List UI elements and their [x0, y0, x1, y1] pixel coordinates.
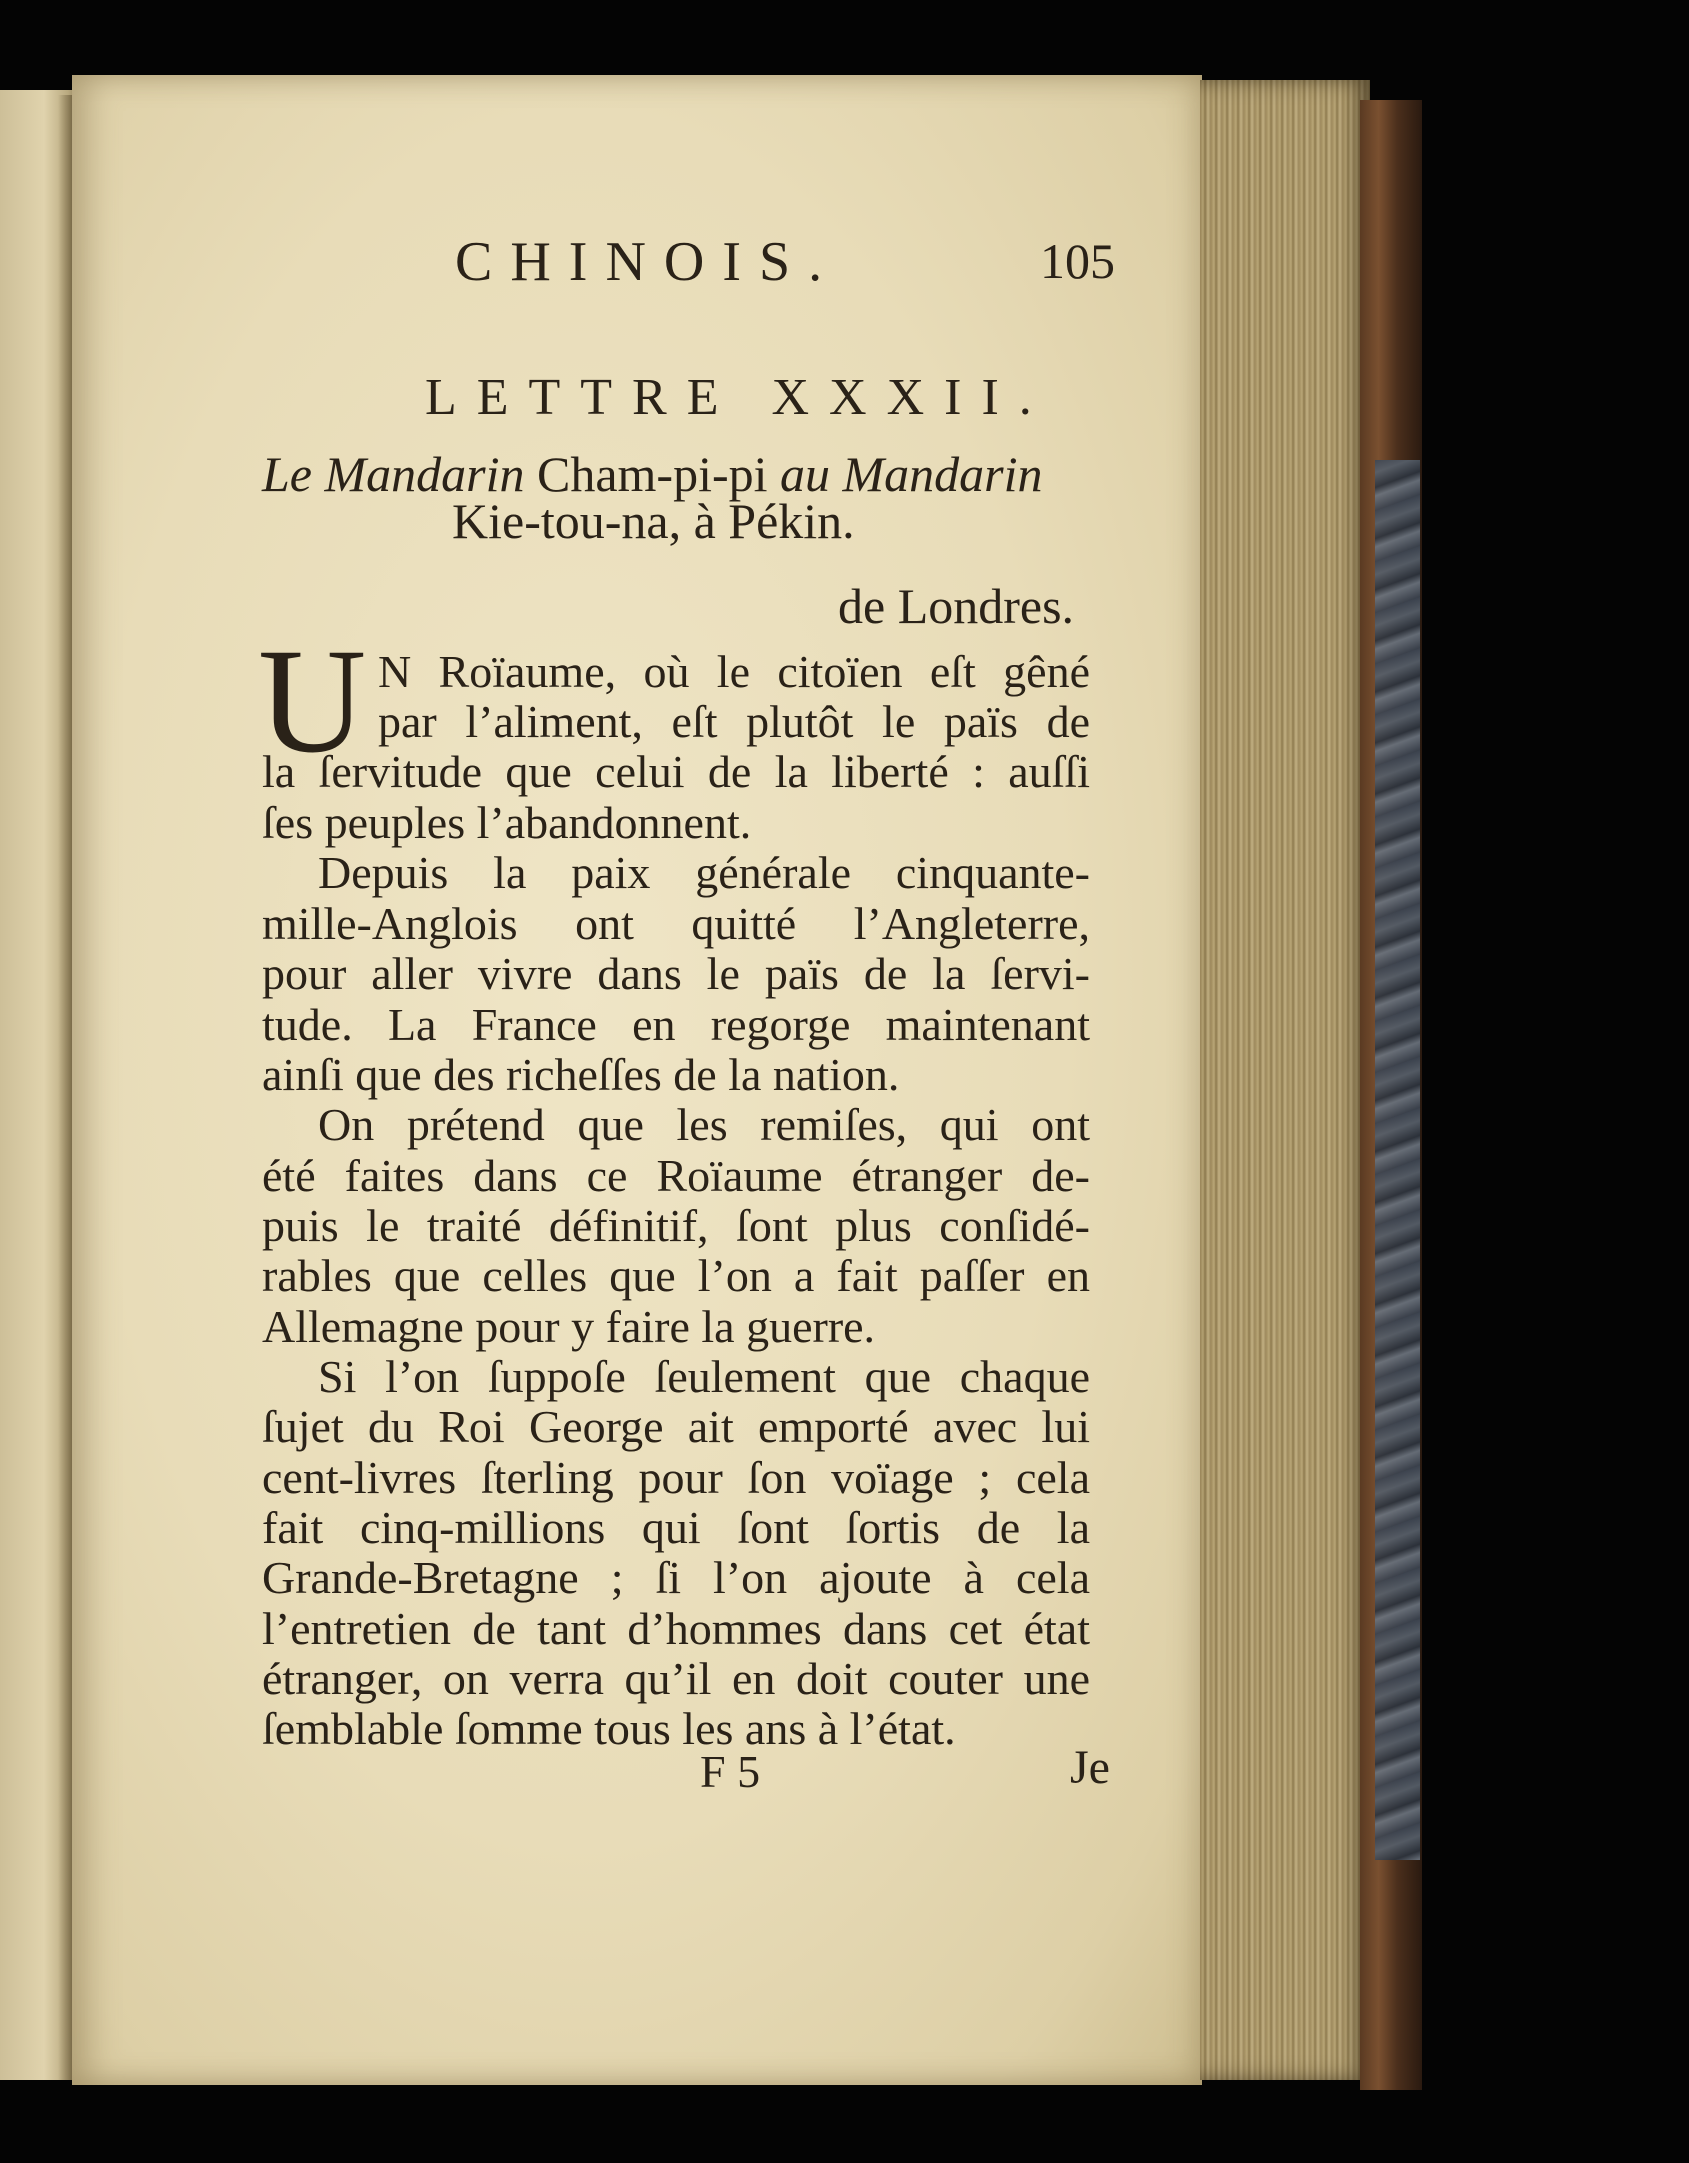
body-line: été faites dans ce Roïaume étranger de-	[262, 1150, 1090, 1201]
page-fore-edge	[1200, 80, 1370, 2080]
body-line: ſujet du Roi George ait emporté avec lui	[262, 1401, 1090, 1452]
body-line: N Roïaume, où le citoïen eſt gêné	[378, 646, 1090, 697]
body-line: mille-Anglois ont quitté l’Angleterre,	[262, 898, 1090, 949]
body-line: ſes peuples l’abandonnent.	[262, 797, 752, 848]
signature-mark: F 5	[700, 1746, 761, 1797]
running-head: CHINOIS.	[455, 231, 841, 293]
dateline: de Londres.	[838, 578, 1075, 634]
body-line: ainſi que des richeſſes de la nation.	[262, 1049, 900, 1100]
page-number: 105	[1040, 233, 1115, 289]
body-line: Allemagne pour y faire la guerre.	[262, 1301, 876, 1352]
body-line: Depuis la paix générale cinquante-	[318, 847, 1090, 898]
body-line: On prétend que les remiſes, qui ont	[318, 1099, 1090, 1150]
body-line: l’entretien de tant d’hommes dans cet état	[262, 1603, 1090, 1654]
catchword: Je	[1070, 1741, 1110, 1794]
body-line: Si l’on ſuppoſe ſeulement que chaque	[318, 1351, 1090, 1402]
body-line: pour aller vivre dans le païs de la ſervi-	[262, 948, 1090, 999]
address-le: Le	[262, 446, 325, 502]
body-line: fait cinq-millions qui ſont ſortis de la	[262, 1502, 1090, 1553]
body-line: la ſervitude que celui de la liberté : auſſi	[262, 746, 1090, 797]
body-line: étranger, on verra qu’il en doit couter une	[262, 1653, 1090, 1704]
body-line: tude. La France en regorge maintenant	[262, 999, 1090, 1050]
body-line: cent-livres ſterling pour ſon voïage ; cela	[262, 1452, 1090, 1503]
letter-address-line-2: Kie-tou-na, à Pékin.	[452, 493, 855, 549]
address-sender: Cham-pi-pi	[524, 446, 781, 502]
address-au: au	[780, 446, 831, 502]
drop-cap: U	[258, 618, 367, 784]
body-line: ſemblable ſomme tous les ans à l’état.	[262, 1703, 956, 1754]
body-line: puis le traité définitif, ſont plus conſidé-	[262, 1200, 1090, 1251]
body-line: Grande-Bretagne ; ſi l’on ajoute à cela	[262, 1552, 1090, 1603]
address-mandarin-1: Mandarin	[324, 446, 525, 502]
body-line: rables que celles que l’on a fait paſſer en	[262, 1250, 1090, 1301]
marbled-cover-edge	[1375, 460, 1420, 1860]
letter-title: LETTRE XXXII.	[425, 369, 1052, 426]
body-line: par l’aliment, eſt plutôt le païs de	[378, 696, 1090, 747]
address-mandarin-2: Mandarin	[842, 446, 1043, 502]
